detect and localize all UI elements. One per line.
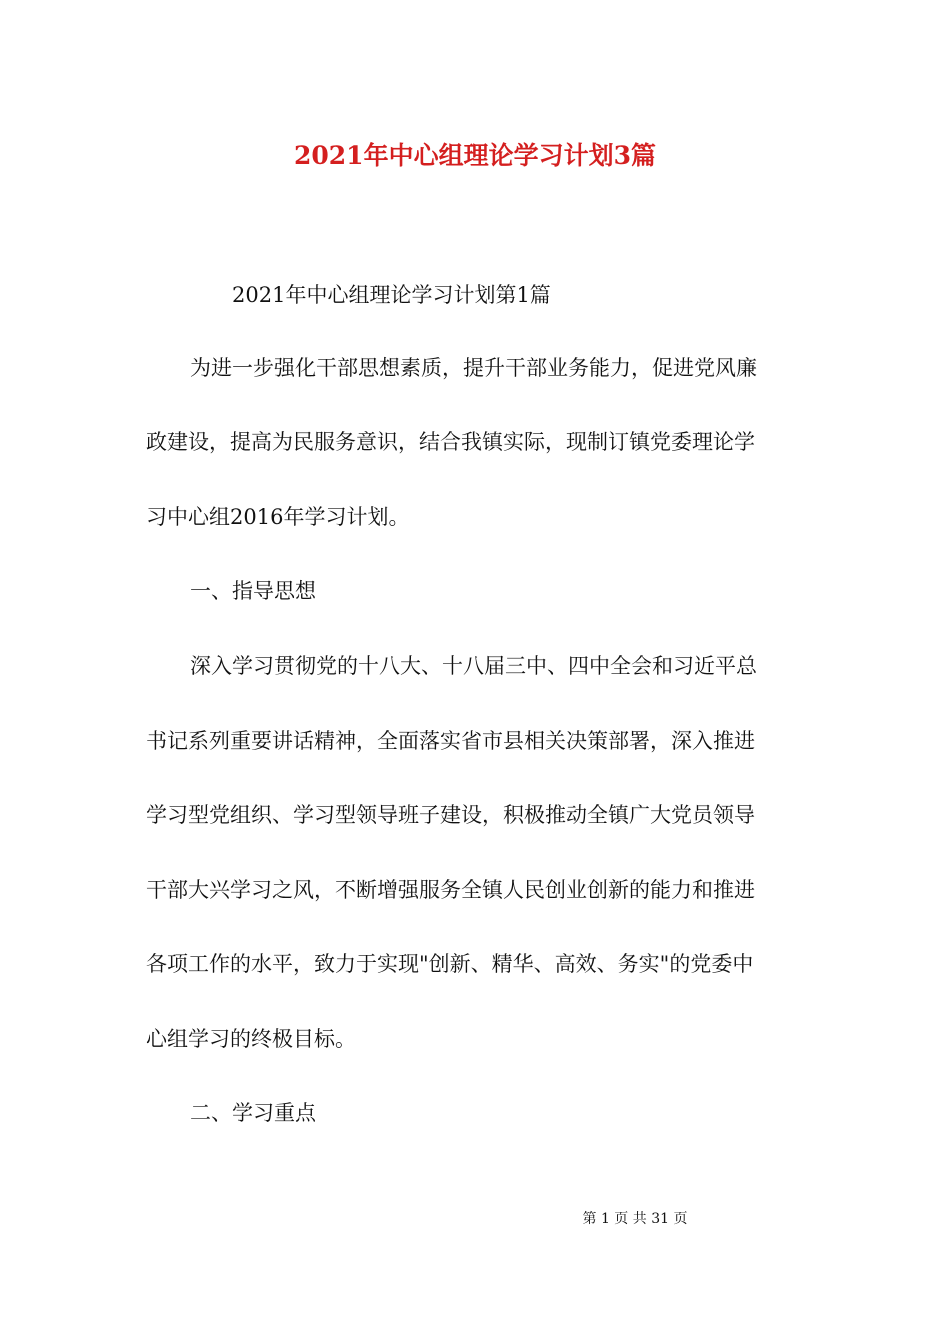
paragraph-line: 书记系列重要讲话精神，全面落实省市县相关决策部署，深入推进 [146, 729, 755, 753]
paragraph-line: 干部大兴学习之风，不断增强服务全镇人民创业创新的能力和推进 [146, 878, 755, 902]
section-subtitle: 2021年中心组理论学习计划第1篇 [232, 283, 551, 307]
section-heading-guiding-ideology: 一、指导思想 [190, 579, 316, 603]
paragraph-line: 各项工作的水平，致力于实现"创新、精华、高效、务实"的党委中 [146, 952, 754, 976]
paragraph-line: 习中心组2016年学习计划。 [146, 505, 410, 529]
paragraph-line: 学习型党组织、学习型领导班子建设，积极推动全镇广大党员领导 [146, 803, 755, 827]
section-heading-study-focus: 二、学习重点 [190, 1101, 316, 1125]
document-title: 2021年中心组理论学习计划3篇 [294, 141, 656, 170]
paragraph-line: 为进一步强化干部思想素质，提升干部业务能力，促进党风廉 [190, 356, 757, 380]
paragraph-line: 政建设，提高为民服务意识，结合我镇实际，现制订镇党委理论学 [146, 430, 755, 454]
paragraph-line: 深入学习贯彻党的十八大、十八届三中、四中全会和习近平总 [190, 654, 757, 678]
page-number-footer: 第 1 页 共 31 页 [582, 1211, 688, 1227]
paragraph-line: 心组学习的终极目标。 [146, 1027, 356, 1051]
